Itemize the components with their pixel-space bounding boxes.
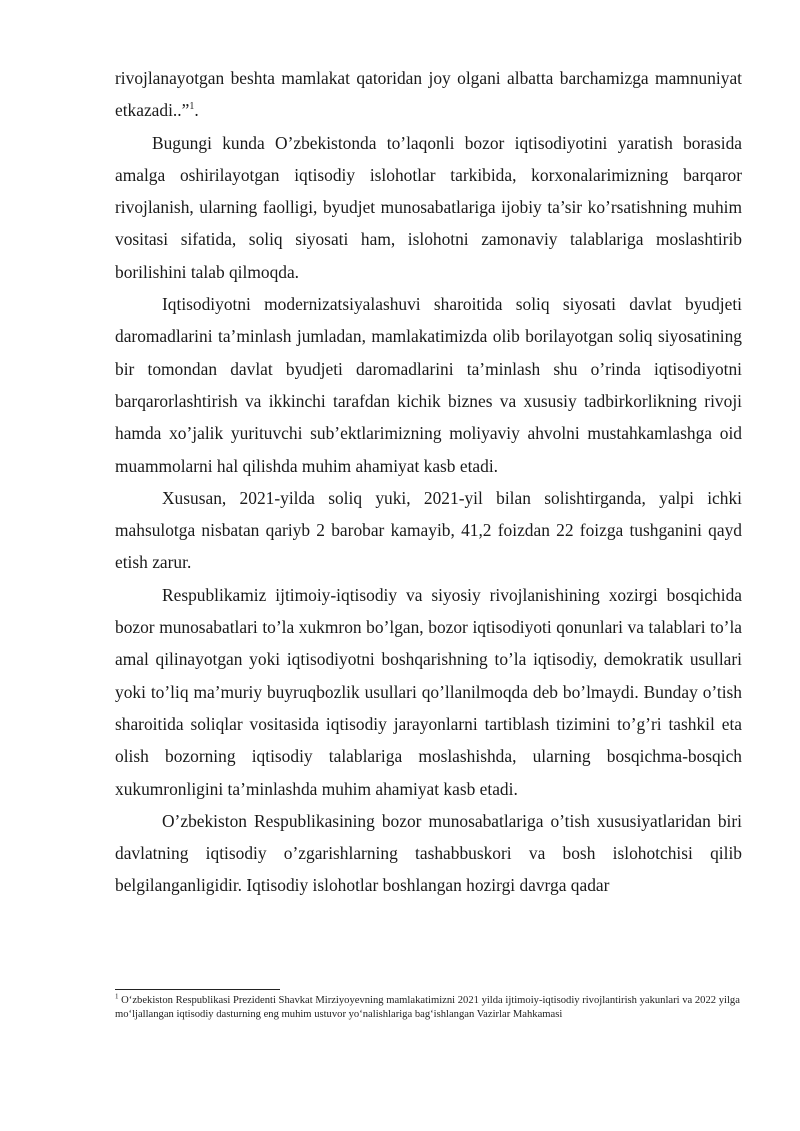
footnote-divider: [115, 989, 280, 990]
footnote: [115, 994, 742, 1022]
footnote-text: O‘zbekiston Respublikasi Prezidenti Shavkat Mirziyoyevning mamlakatimizni 2021 yilda ijtimoiy-iqtisodiy rivojlantirish yakunlari va 2022 yilga mo‘ljallangan iqtisodiy dasturning eng muhim ustuvor yo‘nalishlariga bag‘ishlangan Vazirlar Mahkamasi: [115, 995, 740, 1020]
body-text: [115, 62, 742, 902]
paragraph-text: rivojlanayotgan beshta mamlakat qatoridan joy olgani albatta barchamizga mamnuniyat etkazadi..”: [115, 68, 742, 121]
paragraph: Xususan, 2021-yilda soliq yuki, 2021-yil bilan solishtirganda, yalpi ichki mahsulotga nisbatan qariyb 2 barobar kamayib, 41,2 foizdan 22 foizga tushganini qayd etish zarur.: [115, 487, 742, 573]
paragraph-end-punctuation: .: [194, 100, 199, 121]
footnote-reference[interactable]: 1: [189, 101, 195, 113]
footnote-mark: 1: [115, 992, 119, 1001]
paragraph: Iqtisodiyotni modernizatsiyalashuvi sharoitida soliq siyosati davlat byudjeti daromadlarini ta’minlash jumladan, mamlakatimizda olib borilayotgan soliq siyosatining bir tomondan davlat byudjeti daromadlarini ta’minlash shu o’rinda iqtisodiyotni barqarorlashtirish va ikkinchi tarafdan kichik biznes va xususiy tadbirkorlikning rivoji hamda xo’jalik yurituvchi sub’ektlarimizning moliyaviy ahvolni mustahkamlashga oid muammolarni hal qilishda muhim ahamiyat kasb etadi.: [115, 294, 742, 476]
paragraph-continuation: [115, 62, 742, 127]
paragraph: Respublikamiz ijtimoiy-iqtisodiy va siyosiy rivojlanishining xozirgi bosqichida bozor munosabatlari to’la xukmron bo’lgan, bozor iqtisodiyoti qonunlari va talablari to’la amal qilinayotgan yoki iqtisodiyotni boshqarishning to’la iqtisodiy, demokratik usullari yoki to’liq ma’muriy buyruqbozlik usullari qo’llanilmoqda deb bo’lmaydi. Bunday o’tish sharoitida soliqlar vositasida iqtisodiy jarayonlarni tartiblash tizimini to’g’ri tashkil eta olish bozorning iqtisodiy talablariga moslashishda, ularning bosqichma-bosqich xukumronligini ta’minlashda muhim ahamiyat kasb etadi.: [115, 584, 742, 799]
paragraph: O’zbekiston Respublikasining bozor munosabatlariga o’tish xususiyatlaridan biri davlatning iqtisodiy o’zgarishlarning tashabbuskori va bosh islohotchisi qilib belgilanganligidir. Iqtisodiy islohotlar boshlangan hozirgi davrga qadar: [115, 810, 742, 896]
paragraph: Bugungi kunda O’zbekistonda to’laqonli bozor iqtisodiyotini yaratish borasida amalga oshirilayotgan iqtisodiy islohotlar tarkibida, korxonalarimizning barqaror rivojlanish, ularning faolligi, byudjet munosabatlariga ijobiy ta’sir ko’rsatishning muhim vositasi sifatida, soliq siyosati ham, islohotni zamonaviy talablariga moslashtirib borilishini talab qilmoqda.: [115, 132, 742, 282]
